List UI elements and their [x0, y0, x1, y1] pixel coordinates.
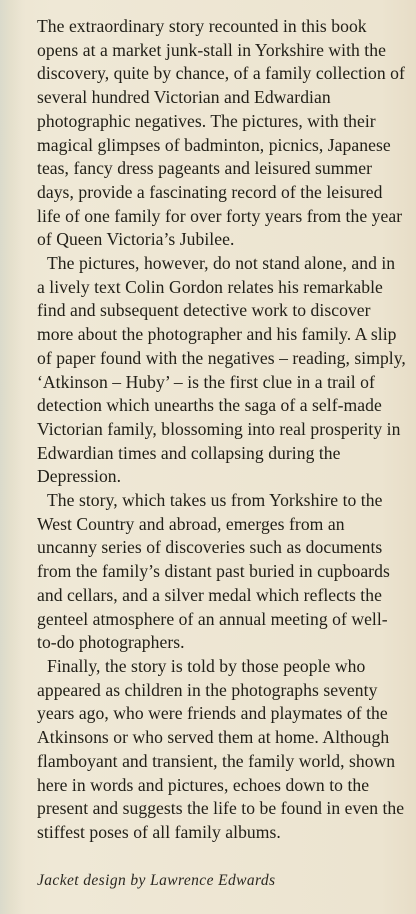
paragraph-detective-work: The pictures, however, do not stand alone, and in a lively text Colin Gordon relates his remarkable find and subsequent detective work to discover more about the photographer and his family. A slip of paper found with the negatives – reading, simply, ‘Atkinson – Huby’ – is the first clue in a trail of detection which unearths the saga of a self-made Victorian family, blossoming into real prosperity in Edwardian times and collapsing during the Depression.	[37, 253, 406, 487]
paragraph-finally: Finally, the story is told by those people who appeared as children in the photographs seventy years ago, who were friends and playmates of the Atkinsons or who served them at home. Although flamboyant and transient, the family world, shown here in words and pictures, echoes down to the present and suggests the life to be found in even the stiffest poses of all family albums.	[37, 655, 405, 842]
blurb-text	[37, 15, 407, 845]
page-edge-shadow	[0, 0, 26, 914]
paragraph-intro: The extraordinary story recounted in this book opens at a market junk-stall in Yorkshire with the discovery, quite by chance, of a family collection of several hundred Victorian and Edwardian photographic negatives. The pictures, with their magical glimpses of badminton, picnics, Japanese teas, fancy dress pageants and leisured summer days, provide a fascinating record of the leisured life of one family for over forty years from the year of Queen Victoria’s Jubilee.	[37, 16, 405, 250]
paragraph-discoveries: The story, which takes us from Yorkshire to the West Country and abroad, emerges from an uncanny series of discoveries such as documents from the family’s distant past buried in cupboards and cellars, and a silver medal which reflects the genteel atmosphere of an annual meeting of well-to-do photographers.	[37, 490, 390, 653]
jacket-design-credit: Jacket design by Lawrence Edwards	[37, 872, 276, 889]
